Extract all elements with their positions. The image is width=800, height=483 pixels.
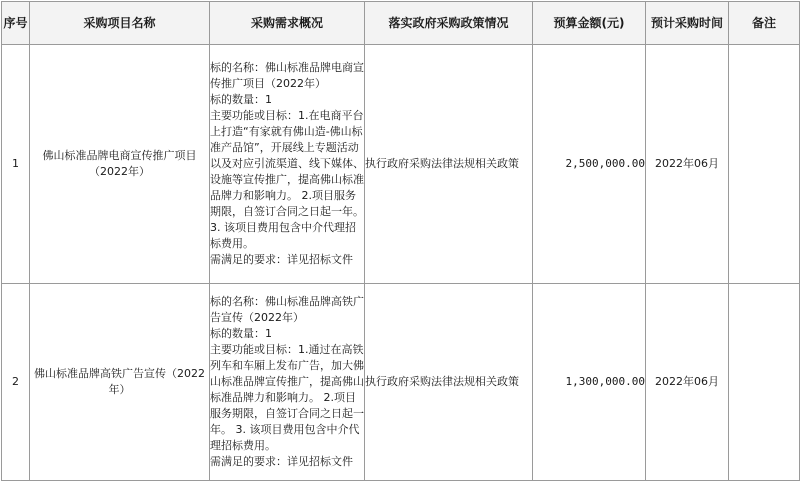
- remarks-cell: [729, 284, 800, 481]
- remarks-cell: [729, 45, 800, 284]
- budget-cell: 2,500,000.00: [533, 45, 646, 284]
- demand-summary-cell: [210, 284, 365, 481]
- seq-cell: 1: [2, 45, 30, 284]
- policy-cell: 执行政府采购法律法规相关政策: [365, 284, 533, 481]
- procurement-plan-table: [1, 1, 800, 481]
- header-seq: 序号: [2, 2, 30, 45]
- header-demand-summary: 采购需求概况: [210, 2, 365, 45]
- planned-time-cell: 2022年06月: [646, 45, 729, 284]
- table-header-row: [2, 2, 800, 45]
- table-row: [2, 284, 800, 481]
- demand-summary-cell: [210, 45, 365, 284]
- demand-summary-text: 标的名称：佛山标准品牌高铁广告宣传（2022年） 标的数量：1 主要功能或目标：1.通过在高铁列车和车厢上发布广告，加大佛山标准品牌宣传推广，提高佛山标准品牌力和影响力。 2.项目服务期限，自签订合同之日起一年。 3. 该项目费用包含中介代理招标费用。 需满足的要求：详见招标文件: [210, 295, 364, 468]
- table-row: [2, 45, 800, 284]
- policy-cell: 执行政府采购法律法规相关政策: [365, 45, 533, 284]
- budget-cell: 1,300,000.00: [533, 284, 646, 481]
- planned-time-cell: 2022年06月: [646, 284, 729, 481]
- header-remarks: 备注: [729, 2, 800, 45]
- header-project-name: 采购项目名称: [30, 2, 210, 45]
- project-name-cell: 佛山标准品牌电商宣传推广项目（2022年）: [30, 45, 210, 284]
- header-planned-time: 预计采购时间: [646, 2, 729, 45]
- seq-cell: 2: [2, 284, 30, 481]
- demand-summary-text: 标的名称：佛山标准品牌电商宣传推广项目（2022年） 标的数量：1 主要功能或目标：1.在电商平台上打造“有家就有佛山造-佛山标准产品馆”，开展线上专题活动以及对应引流渠道、线下媒体、设施等宣传推广，提高佛山标准品牌力和影响力。 2.项目服务期限，自签订合同之日起一年。 3. 该项目费用包含中介代理招标费用。 需满足的要求：详见招标文件: [210, 61, 364, 266]
- header-policy: 落实政府采购政策情况: [365, 2, 533, 45]
- project-name-cell: 佛山标准品牌高铁广告宣传（2022年）: [30, 284, 210, 481]
- header-budget: 预算金额(元): [533, 2, 646, 45]
